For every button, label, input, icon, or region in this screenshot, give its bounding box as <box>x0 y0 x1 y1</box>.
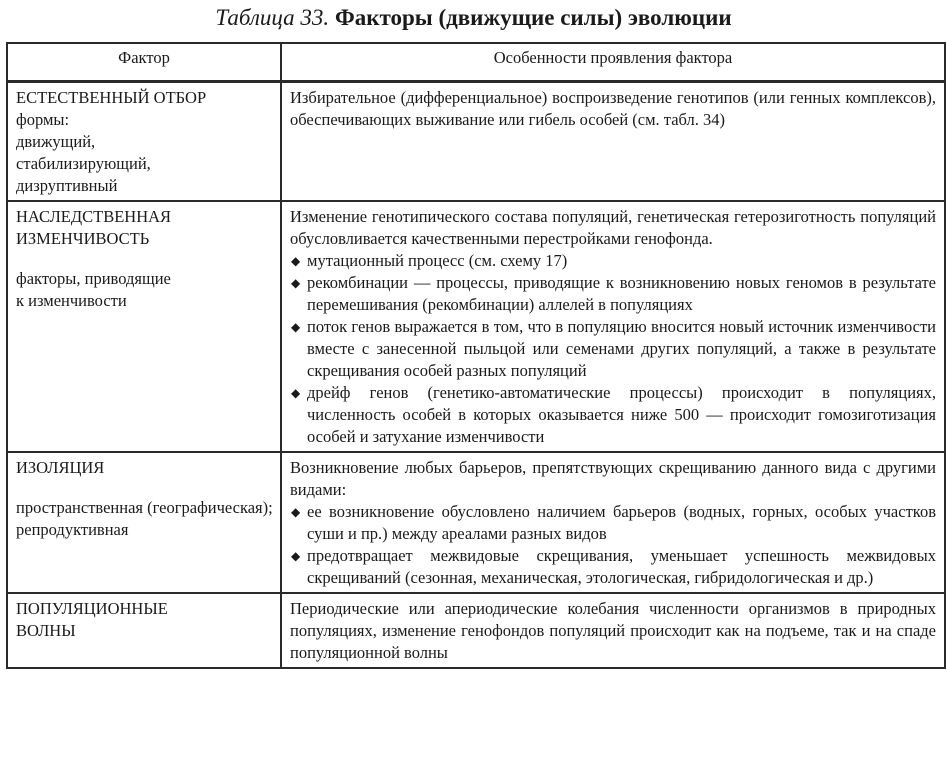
feature-bullet-item <box>290 382 936 448</box>
spacer <box>16 479 274 497</box>
factor-cell <box>7 82 281 202</box>
diamond-bullet-icon: ◆ <box>291 505 301 519</box>
diamond-bullet-icon: ◆ <box>291 549 301 563</box>
bullet-text: ее возникновение обусловлено наличием барьеров (водных, горных, особых участков суши и пр.) между ареалами разных видов <box>307 502 936 543</box>
table-row <box>7 452 945 593</box>
bullet-text: предотвращает межвидовые скрещивания, уменьшает успешность межвидовых скрещиваний (сезонная, механическая, этологическая, гибридологическая и др.) <box>307 546 936 587</box>
feature-description: Изменение генотипического состава популяций, генетическая гетерозиготность популяций обусловливается качественными перестройками генофонда. <box>290 207 936 248</box>
diamond-bullet-icon: ◆ <box>291 320 301 334</box>
feature-description: Избирательное (дифференциальное) воспроизведение генотипов (или генных комплексов), обеспечивающих выживание или гибель особей (см. табл. 34) <box>290 88 936 129</box>
evolution-factors-table <box>6 42 946 669</box>
table-title-prefix: Таблица 33. <box>215 5 330 30</box>
features-cell <box>281 201 945 452</box>
table-row <box>7 201 945 452</box>
table-row <box>7 593 945 668</box>
factor-subtypes: формы: движущий, стабилизирующий, дизруптивный <box>16 110 151 195</box>
factor-cell <box>7 452 281 593</box>
bullet-text: поток генов выражается в том, что в популяцию вносится новый источник изменчивости вместе с занесенной пыльцой или семенами других популяций, а также в результате скрещивания особей разных популяций <box>307 317 936 380</box>
factor-cell <box>7 201 281 452</box>
factor-name: ЕСТЕСТВЕННЫЙ ОТБОР <box>16 88 207 107</box>
features-cell <box>281 593 945 668</box>
factor-cell <box>7 593 281 668</box>
feature-bullet-item <box>290 545 936 589</box>
factor-subtypes: факторы, приводящие к изменчивости <box>16 269 171 310</box>
factor-name: ИЗОЛЯЦИЯ <box>16 458 105 477</box>
bullet-text: дрейф генов (генетико-автоматические процессы) происходит в популяциях, численность особей в которых оказывается ниже 500 — происходит гомозиготизация особей и затухание изменчивости <box>307 383 936 446</box>
feature-description: Периодические или апериодические колебания численности организмов в природных популяциях, изменение генофондов популяций происходит как на подъеме, так и на спаде популяционной волны <box>290 599 936 662</box>
features-cell <box>281 452 945 593</box>
bullet-text: мутационный процесс (см. схему 17) <box>307 251 568 270</box>
table-title <box>0 4 947 32</box>
factor-name: ПОПУЛЯЦИОННЫЕ ВОЛНЫ <box>16 599 168 640</box>
table-title-main: Факторы (движущие силы) эволюции <box>334 5 732 30</box>
diamond-bullet-icon: ◆ <box>291 386 301 400</box>
header-features: Особенности проявления фактора <box>281 43 945 82</box>
factor-subtypes: пространственная (географическая); репродуктивная <box>16 498 273 539</box>
feature-bullet-list <box>290 501 936 589</box>
feature-bullet-item <box>290 316 936 382</box>
table-body <box>7 82 945 669</box>
features-cell <box>281 82 945 202</box>
feature-bullet-item <box>290 250 936 272</box>
table-row <box>7 82 945 202</box>
header-factor: Фактор <box>7 43 281 82</box>
feature-bullet-item <box>290 501 936 545</box>
feature-bullet-list <box>290 250 936 448</box>
feature-description: Возникновение любых барьеров, препятствующих скрещиванию данного вида с другими видами: <box>290 458 936 499</box>
factor-name: НАСЛЕДСТВЕННАЯ ИЗМЕНЧИВОСТЬ <box>16 207 172 248</box>
feature-bullet-item <box>290 272 936 316</box>
spacer <box>16 250 274 268</box>
diamond-bullet-icon: ◆ <box>291 276 301 290</box>
diamond-bullet-icon: ◆ <box>291 254 301 268</box>
header-row <box>7 43 945 82</box>
bullet-text: рекомбинации — процессы, приводящие к возникновению новых геномов в результате перемешивания (рекомбинации) аллелей в популяциях <box>307 273 936 314</box>
